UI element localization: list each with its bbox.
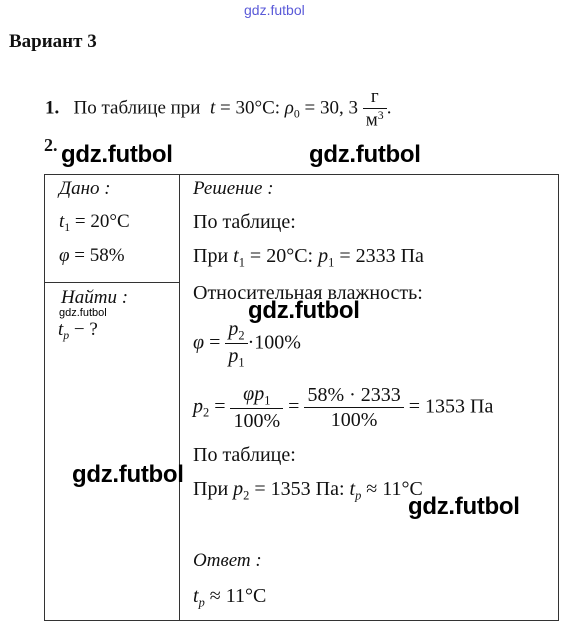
problem-2-number: 2. [44, 135, 58, 155]
table-left-border [44, 174, 45, 621]
problem-1 [45, 86, 391, 132]
problem-1-end: . [386, 97, 392, 119]
formula-humidity: φ = $\frac{p_2}{p_1}$ ·100% [193, 318, 301, 369]
table-column-divider [179, 174, 180, 621]
problem-1-text: По таблице при [73, 97, 201, 119]
table-top-border [44, 174, 559, 175]
watermark-small: gdz.futbol [59, 307, 107, 319]
solution-line-1: По таблице: [193, 211, 296, 233]
problem-1-t-eq: = 30°C: [215, 97, 281, 119]
unit-denominator-exp: 3 [377, 108, 384, 122]
given-phi: φ = 58% [59, 245, 125, 266]
solution-line-4: По таблице: [193, 444, 296, 466]
problem-1-rho-eq: = 30, 3 [299, 97, 363, 119]
watermark-top: gdz.futbol [244, 2, 305, 18]
problem-1-rho: ρ [284, 97, 294, 119]
unit-numerator: г [363, 86, 387, 109]
formula-pressure-fraction-1: $\frac{\varphi p_1}{100\%}$ [230, 383, 283, 433]
given-heading: Дано : [59, 178, 111, 199]
problem-1-t: t [209, 97, 216, 119]
watermark-1: gdz.futbol [61, 141, 173, 168]
watermark-5: gdz.futbol [408, 493, 520, 520]
given-find-divider [44, 282, 180, 283]
table-right-border [558, 174, 559, 621]
problem-1-number: 1. [45, 97, 60, 119]
watermark-2: gdz.futbol [309, 141, 421, 168]
find-heading: Найти : [61, 287, 129, 308]
answer-value: $t_p \approx 11^\circ C$ [193, 585, 267, 610]
watermark-3: gdz.futbol [248, 297, 360, 324]
formula-humidity-fraction: $\frac{p_2}{p_1}$ [225, 318, 247, 370]
solution-line-3: Относительная влажность: [193, 282, 423, 304]
unit-denominator: $м^3$ [365, 108, 384, 131]
watermark-4: gdz.futbol [72, 461, 184, 488]
given-t1: $t_1 = 20^\circ C$ [59, 211, 130, 235]
table-bottom-border [44, 620, 559, 621]
solution-line-5: При $p_2 = 1353$ Па: $t_p \approx 11^\circ C$ [193, 478, 423, 503]
variant-title: Вариант 3 [9, 31, 97, 52]
formula-pressure-fraction-2: $\frac{58\% \cdot 2333}{100\%}$ [304, 384, 403, 432]
problem-1-unit-fraction [363, 86, 387, 132]
solution-line-2: При $t_1 = 20^\circ C$: $p_1 = 2333$ Па [193, 245, 424, 270]
answer-heading: Ответ : [193, 550, 262, 571]
formula-pressure: $p_2$ = $\frac{\varphi p_1}{100\%}$ = $\frac{58\% \cdot 2333}{100\%}$ = 1353 Па [193, 383, 494, 432]
solution-heading: Решение : [193, 178, 274, 199]
problem-1-rho-sub: 0 [293, 107, 300, 121]
find-tp: $t_p$ − ? [58, 319, 98, 343]
